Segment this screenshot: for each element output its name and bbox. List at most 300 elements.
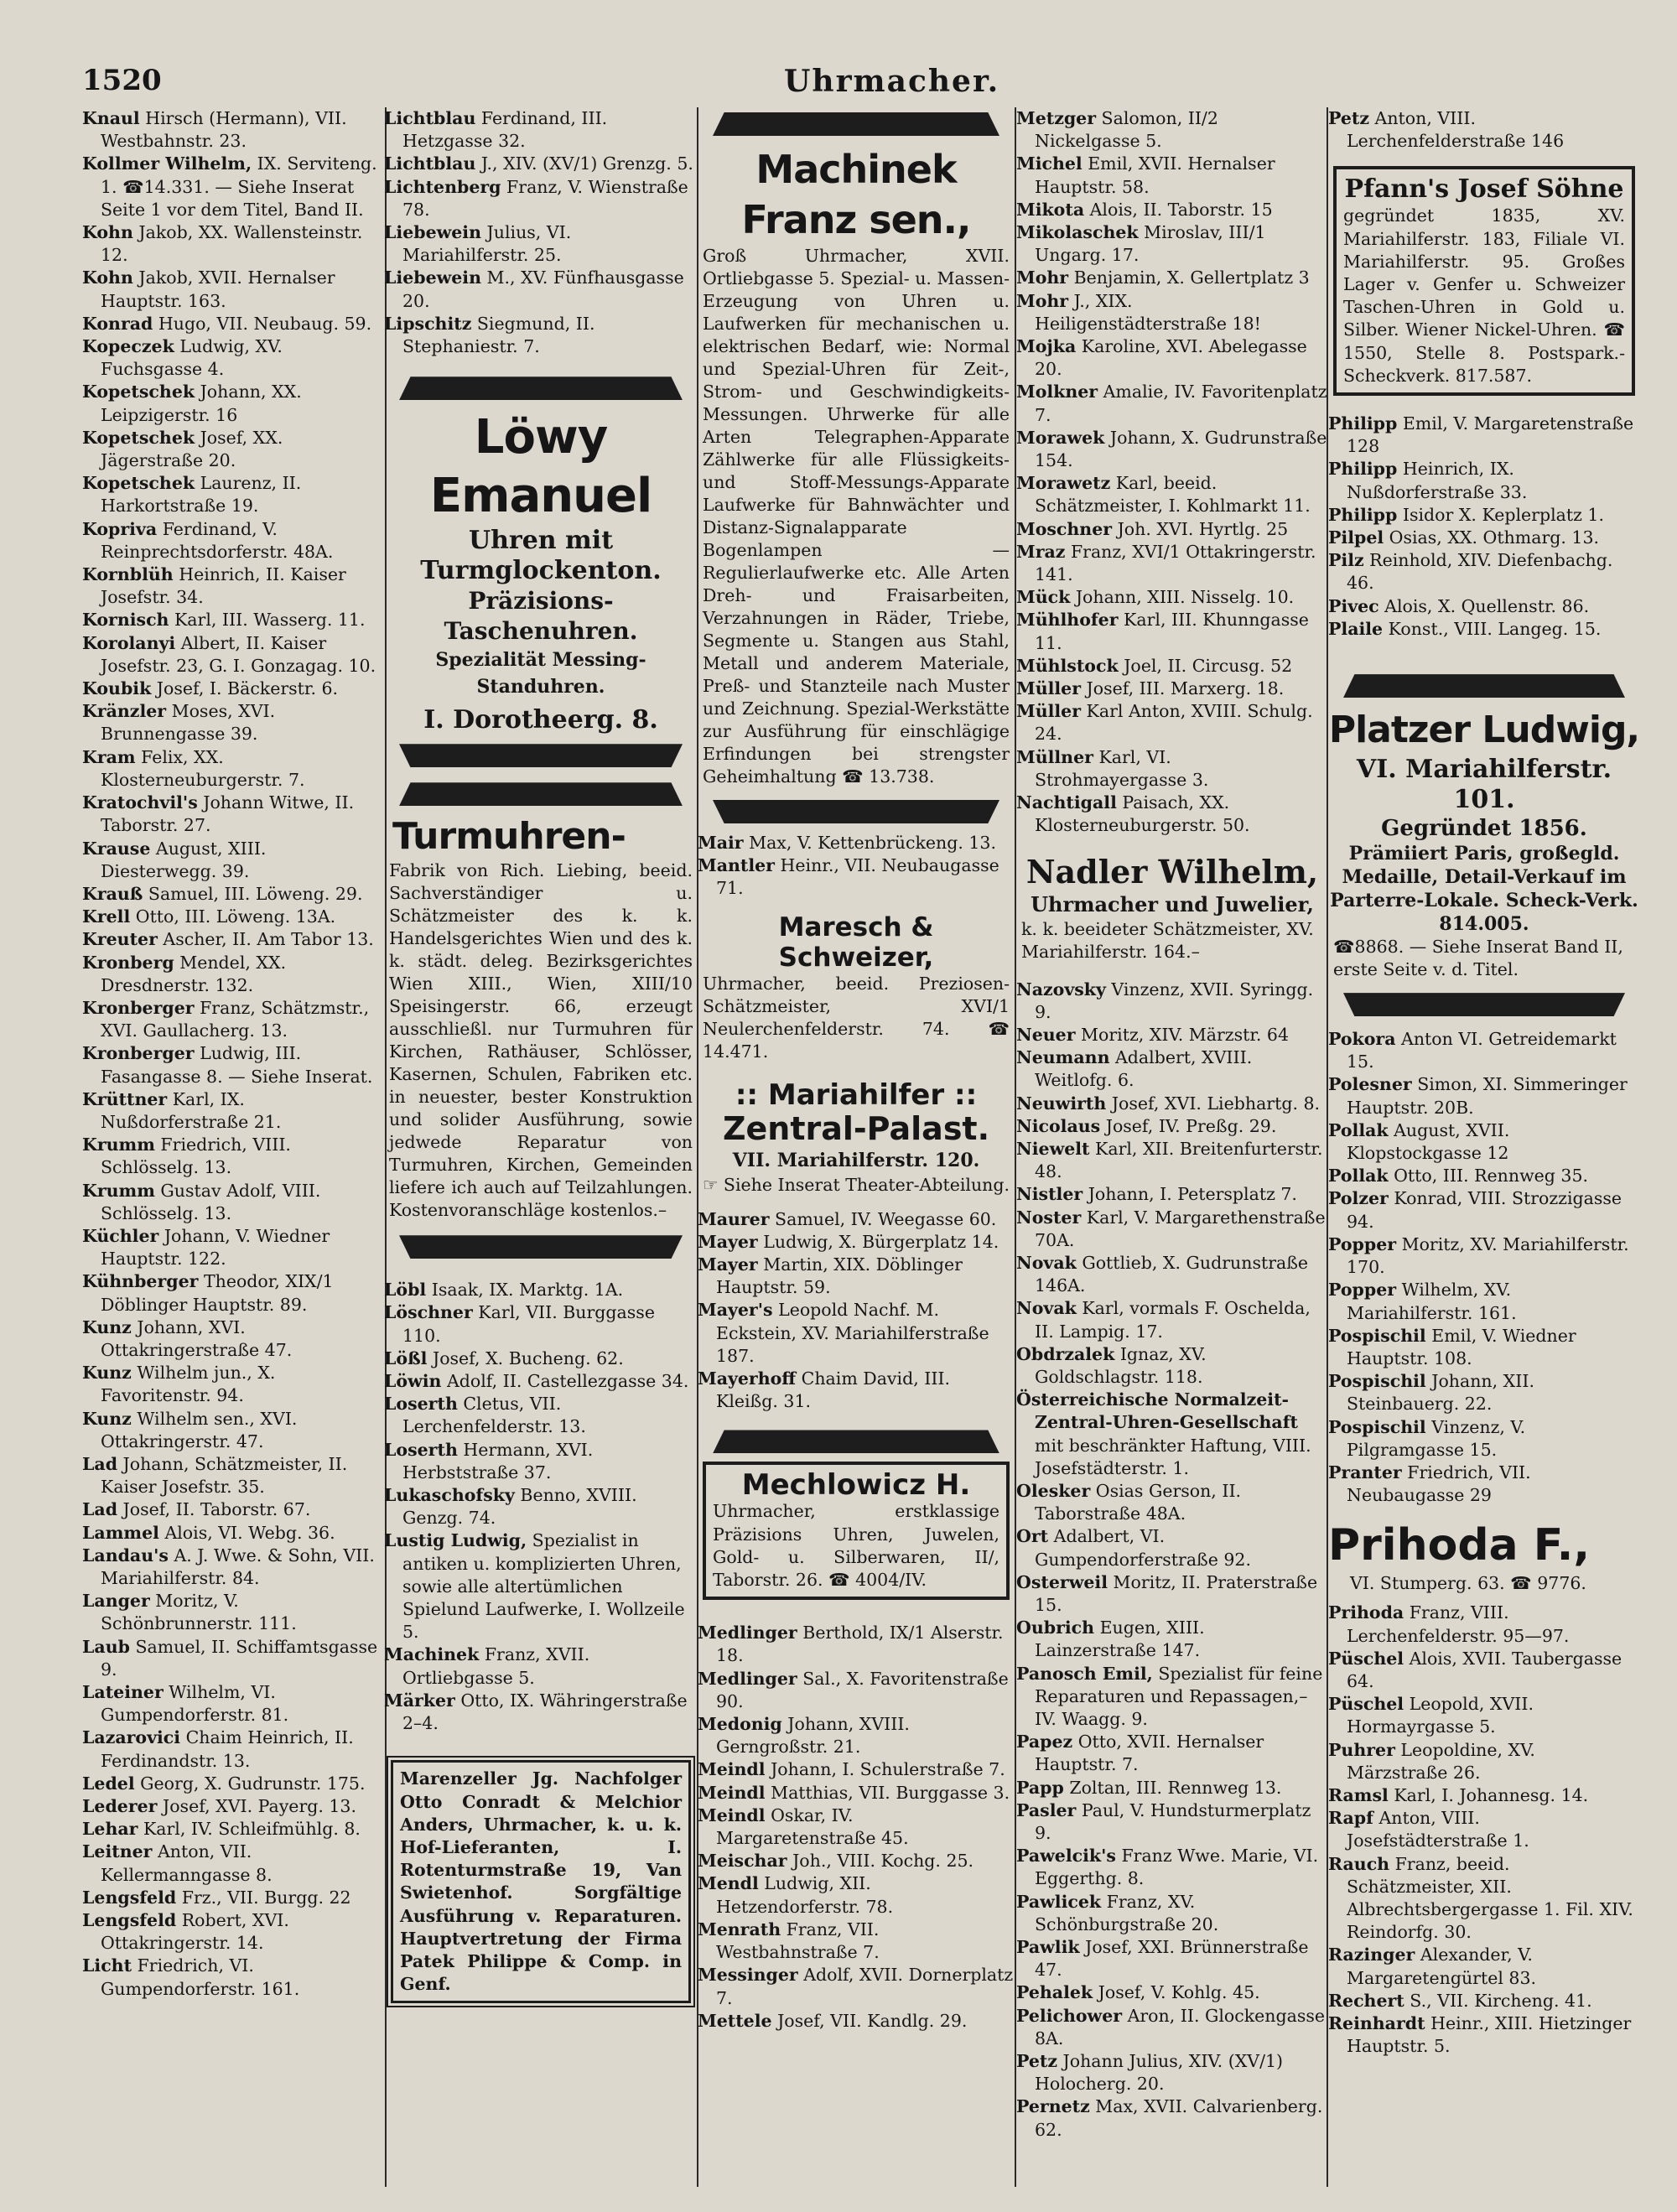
page-title: Uhrmacher. [784, 64, 1000, 99]
directory-entry [82, 1773, 386, 1795]
entry-name: Kunz [82, 1408, 132, 1429]
entry-address: August, XVII. Klopstockgasse 12 [1347, 1119, 1510, 1164]
directory-entry [1016, 1093, 1328, 1115]
directory-entry [1016, 381, 1328, 426]
entry-address: Johann, XII. Steinbauerg. 22. [1347, 1371, 1534, 1415]
entry-name: Maurer [698, 1208, 770, 1229]
entry-name: Philipp [1328, 459, 1398, 480]
entry-address: Julius, VI. Mariahilferstr. 25. [402, 222, 572, 266]
directory-entry [1328, 1990, 1640, 2012]
ad-platzer-line2: Prämiiert Paris, großegld. Medaille, Detail-Verkauf im Parterre-Lokale. Scheck-Verk. 814.005. [1330, 843, 1638, 936]
directory-entry [1016, 199, 1328, 221]
entry-address: Joel, II. Circusg. 52 [1118, 655, 1293, 676]
entry-address: Gustav Adolf, VIII. Schlösselg. 13. [101, 1180, 321, 1223]
entry-name: Liebewein [384, 222, 482, 243]
ad-rule [1343, 993, 1625, 1016]
directory-entry [384, 1301, 698, 1347]
directory-entry [1016, 1891, 1328, 1936]
entry-name: Meischar [698, 1851, 787, 1872]
entry-name: Mikota [1016, 199, 1085, 220]
entry-name: Pivec [1328, 595, 1379, 616]
entry-name: Kratochvil's [82, 792, 198, 813]
entry-name: Machinek [384, 1644, 480, 1665]
directory-entry [1016, 107, 1328, 153]
entry-address: Jakob, XVII. Hernalser Hauptstr. 163. [101, 267, 335, 311]
entry-name: Lößl [384, 1347, 428, 1368]
entry-address: Joh., VIII. Kochg. 25. [787, 1851, 974, 1872]
entry-name: Krüttner [82, 1088, 168, 1109]
entry-address: Miroslav, III/1 Ungarg. 17. [1035, 222, 1266, 266]
entry-address: Adalbert, VI. Gumpendorferstraße 92. [1035, 1526, 1251, 1570]
ad-maresch [698, 912, 1015, 1063]
ad-platzer-name: Platzer Ludwig, [1328, 709, 1640, 752]
directory-entry [698, 1668, 1015, 1713]
entry-address: Ludwig, III. Fasangasse 8. — Siehe Inserat. [101, 1043, 373, 1087]
entry-address: Ludwig, XV. Fuchsgasse 4. [101, 336, 283, 380]
entry-name: Molkner [1016, 382, 1098, 402]
directory-entry [1328, 504, 1640, 527]
directory-entry [1016, 267, 1328, 289]
directory-entry [82, 1180, 386, 1225]
entry-address: Hugo, VII. Neubaug. 59. [153, 313, 372, 334]
entry-address: Johann, XX. Leipzigerstr. 16 [101, 382, 302, 425]
directory-entry [1328, 1462, 1640, 1507]
directory-entry [82, 1498, 386, 1521]
ad-mariahilfer-line3: VII. Mariahilferstr. 120. [732, 1149, 980, 1171]
directory-entry [82, 1088, 386, 1134]
entry-name: Kreuter [82, 929, 158, 950]
entry-address: Josef, VII. Kandlg. 29. [771, 2010, 968, 2031]
entry-address: Robert, XVI. Ottakringerstr. 14. [101, 1910, 289, 1954]
entry-name: Lustig Ludwig, [384, 1530, 527, 1551]
directory-entry [82, 700, 386, 745]
entry-name: Mayer [698, 1231, 758, 1252]
directory-entry [82, 427, 386, 472]
entry-name: Petz [1016, 2051, 1058, 2072]
ad-rule [399, 744, 683, 767]
entry-address: J., XIV. (XV/1) Grenzg. 5. [475, 153, 693, 174]
entry-name: Märker [384, 1690, 455, 1711]
directory-entry [1016, 153, 1328, 198]
directory-entry [698, 1872, 1015, 1918]
ad-rule [713, 800, 999, 823]
entry-name: Pospischil [1328, 1325, 1426, 1346]
entry-name: Lipschitz [384, 313, 472, 334]
entry-name: Nistler [1016, 1184, 1083, 1205]
entry-name: Mair [698, 833, 744, 853]
entry-address: Wilhelm, XV. Mariahilferstr. 161. [1347, 1280, 1517, 1323]
entry-name: Löschner [384, 1302, 473, 1323]
directory-entry [698, 1713, 1015, 1758]
entry-address: Reinhold, XIV. Diefenbachg. 46. [1347, 550, 1613, 594]
entry-name: Mendl [698, 1873, 759, 1894]
entry-address: Laurenz, II. Harkortstraße 19. [101, 473, 302, 517]
ad-platzer [1328, 706, 1640, 981]
entry-address: Adolf, II. Castellezgasse 34. [441, 1371, 689, 1392]
entry-address: Karl, III. Khunngasse 11. [1035, 610, 1309, 653]
entry-address: Moritz, XIV. Märzstr. 64 [1075, 1024, 1289, 1045]
directory-entry [698, 1964, 1015, 2009]
entry-name: Kornblüh [82, 564, 174, 585]
ad-mariahilfer-line1: :: Mariahilfer :: [735, 1077, 978, 1112]
directory-entry [1016, 335, 1328, 381]
entry-address: Ferdinand, V. Reinprechtsdorferstr. 48A. [101, 518, 334, 562]
directory-entry [1016, 2050, 1328, 2095]
directory-entry [698, 1804, 1015, 1850]
entry-address: Alois, XVII. Taubergasse 64. [1347, 1648, 1622, 1691]
ad-machinek [698, 144, 1015, 788]
entry-name: Püschel [1328, 1694, 1404, 1715]
entry-address: Karl, XII. Breitenfurterstr. 48. [1035, 1138, 1323, 1182]
directory-entry [1016, 1981, 1328, 2004]
entry-name: Popper [1328, 1233, 1397, 1254]
directory-entry [82, 1522, 386, 1545]
entry-name: Kränzler [82, 701, 167, 722]
entry-address: Vinzenz, XVII. Syringg. 9. [1035, 979, 1314, 1022]
entry-address: Leopold Nachf. M. Eckstein, XV. Mariahilferstraße 187. [716, 1300, 989, 1366]
entry-address: J., XIX. Heiligenstädterstraße 18! [1035, 290, 1261, 334]
directory-entry [82, 1818, 386, 1841]
directory-entry [82, 1795, 386, 1818]
entry-address: Leopold, XVII. Hormayrgasse 5. [1347, 1694, 1534, 1737]
entry-name: Mayerhoff [698, 1368, 797, 1389]
entry-name: Menrath [698, 1919, 781, 1939]
directory-entry [1328, 1165, 1640, 1187]
directory-entry [384, 176, 698, 221]
entry-address: Eugen, XIII. Lainzerstraße 147. [1035, 1617, 1205, 1661]
directory-entry [1016, 1777, 1328, 1799]
entry-name: Österreichische Normalzeit-Zentral-Uhren-Gesellschaft [1016, 1389, 1299, 1433]
entry-list [1328, 413, 1640, 641]
entry-name: Pospischil [1328, 1416, 1426, 1437]
entry-address: Karl, VI. Strohmayergasse 3. [1035, 746, 1209, 790]
entry-address: Karl, VII. Burggasse 110. [402, 1302, 655, 1346]
entry-address: Moses, XVI. Brunnengasse 39. [101, 701, 276, 745]
directory-entry [1016, 541, 1328, 586]
ad-platzer-line3: ☎8868. — Siehe Inserat Band II, erste Seite v. d. Titel. [1333, 937, 1623, 980]
ad-rule [399, 782, 683, 806]
directory-entry [1016, 586, 1328, 609]
entry-address: Adalbert, XVIII. Weitlofg. 6. [1035, 1047, 1253, 1091]
directory-entry [1328, 1648, 1640, 1693]
entry-name: Kronberger [82, 997, 195, 1018]
directory-entry [1328, 1944, 1640, 1989]
entry-name: Pawlik [1016, 1937, 1080, 1958]
directory-entry [1328, 1739, 1640, 1784]
entry-address: Johann Julius, XIV. (XV/1) Holocherg. 20. [1035, 2051, 1284, 2095]
entry-name: Küchler [82, 1225, 159, 1246]
directory-entry [698, 1208, 1015, 1231]
directory-entry [384, 107, 698, 153]
entry-address: Max, XVII. Calvarienberg. 62. [1035, 2096, 1323, 2140]
directory-entry [82, 1453, 386, 1498]
entry-address: Berthold, IX/1 Alserstr. 18. [716, 1623, 1004, 1666]
entry-address: Emil, XVII. Hernalser Hauptstr. 58. [1035, 153, 1275, 197]
entry-address: Johann, XVIII. Gerngroßstr. 21. [716, 1714, 910, 1758]
directory-entry [1328, 1119, 1640, 1165]
directory-entry [82, 1909, 386, 1955]
ad-platzer-addr: VI. Mariahilferstr. 101. [1356, 755, 1612, 815]
directory-entry [1016, 609, 1328, 654]
entry-address: Franz, Schätzmstr., XVI. Gaullacherg. 13. [101, 997, 370, 1041]
directory-entry [1328, 1370, 1640, 1415]
entry-name: Krause [82, 838, 151, 859]
page-number: 1520 [82, 64, 162, 97]
directory-entry [82, 267, 386, 312]
directory-entry [1016, 1525, 1328, 1571]
entry-name: Kornisch [82, 610, 169, 631]
ad-rule [399, 376, 683, 400]
entry-name: Lad [82, 1499, 118, 1520]
directory-entry [1016, 792, 1328, 837]
entry-name: Medonig [698, 1714, 782, 1735]
entry-name: Knaul [82, 108, 140, 128]
entry-address: Vinzenz, V. Pilgramgasse 15. [1347, 1416, 1526, 1460]
entry-address: Heinrich, II. Kaiser Josefstr. 34. [101, 564, 346, 608]
directory-entry [82, 153, 386, 221]
directory-entry [1016, 1207, 1328, 1252]
entry-name: Krumm [82, 1180, 155, 1201]
directory-entry [698, 1299, 1015, 1368]
entry-address: Johann, XIII. Nisselg. 10. [1070, 587, 1295, 608]
entry-list [698, 1622, 1015, 2033]
directory-entry [1328, 1693, 1640, 1738]
entry-address: Anton VI. Getreidemarkt 15. [1347, 1029, 1617, 1072]
entry-address: Ignaz, XV. Goldschlagstr. 118. [1035, 1343, 1207, 1387]
directory-entry [1016, 979, 1328, 1024]
entry-address: Leopoldine, XV. Märzstraße 26. [1347, 1739, 1535, 1783]
entry-name: Loserth [384, 1439, 458, 1460]
entry-name: Lazarovici [82, 1727, 181, 1748]
directory-entry [1328, 549, 1640, 595]
column-3 [698, 107, 1015, 2187]
entry-name: Pawelcik's [1016, 1846, 1116, 1867]
entry-name: Pranter [1328, 1462, 1402, 1482]
entry-address: Josef, XXI. Brünnerstraße 47. [1035, 1937, 1309, 1981]
entry-name: Laub [82, 1636, 130, 1657]
ad-rule [399, 1235, 683, 1259]
entry-address: Zoltan, III. Rennweg 13. [1063, 1777, 1282, 1798]
entry-address: Karl, IV. Schleifmühlg. 8. [138, 1819, 361, 1840]
entry-name: Meindl [698, 1782, 766, 1803]
entry-address: August, XIII. Diesterwegg. 39. [101, 838, 267, 881]
entry-address: Chaim David, III. Kleißg. 31. [716, 1368, 951, 1412]
entry-name: Plaile [1328, 618, 1384, 639]
entry-address: Cletus, VII. Lerchenfelderstr. 13. [402, 1394, 586, 1437]
entry-name: Lederer [82, 1796, 158, 1817]
entry-name: Michel [1016, 153, 1083, 174]
entry-name: Müller [1016, 678, 1082, 699]
entry-address: Moritz, XV. Mariahilferstr. 170. [1347, 1233, 1629, 1278]
entry-name: Ramsl [1328, 1784, 1389, 1805]
entry-name: Mühlstock [1016, 655, 1119, 676]
ad-nadler-body: k. k. beeideter Schätzmeister, XV. Mariahilferstr. 164.– [1021, 918, 1314, 962]
ad-pfann-name: Pfann's Josef Söhne [1344, 174, 1624, 205]
ad-marenzeller [391, 1760, 691, 2003]
directory-entry [82, 1727, 386, 1772]
entry-address: Felix, XX. Klosterneuburgerstr. 7. [101, 746, 305, 790]
entry-name: Rapf [1328, 1808, 1373, 1829]
directory-entry [1328, 1325, 1640, 1370]
entry-name: Metzger [1016, 108, 1097, 128]
directory-entry [1016, 1936, 1328, 1981]
ad-maresch-name: Maresch & Schweizer, [778, 911, 934, 973]
entry-address: Johann, V. Wiedner Hauptstr. 122. [101, 1225, 330, 1270]
entry-address: Paisach, XX. Klosterneuburgerstr. 50. [1035, 792, 1250, 836]
entry-name: Mück [1016, 587, 1071, 608]
entry-name: Nazovsky [1016, 979, 1106, 1000]
entry-name: Obdrzalek [1016, 1343, 1115, 1364]
ad-loewy-line2: Präzisions-Taschenuhren. [444, 587, 638, 646]
entry-address: Heinr., XIII. Hietzinger Hauptstr. 5. [1347, 2012, 1632, 2057]
directory-entry [1328, 2012, 1640, 2058]
ad-mariahilfer [698, 1077, 1015, 1197]
entry-address: Salomon, II/2 Nickelgasse 5. [1035, 108, 1218, 152]
entry-address: Isidor X. Keplerplatz 1. [1397, 504, 1604, 525]
entry-name: Neuer [1016, 1024, 1076, 1045]
entry-address: Heinr., VII. Neubaugasse 71. [716, 855, 999, 899]
entry-address: Josef, XVI. Liebhartg. 8. [1106, 1093, 1321, 1114]
ad-nadler-line1: Uhrmacher und Juwelier, [1031, 891, 1314, 916]
entry-name: Kohn [82, 267, 133, 288]
entry-address: Chaim Heinrich, II. Ferdinandstr. 13. [101, 1727, 354, 1771]
entry-address: Anton, VIII. Lerchenfelderstraße 146 [1347, 108, 1565, 152]
ad-rule [1343, 674, 1625, 698]
entry-address: Paul, V. Hundsturmerplatz 9. [1035, 1799, 1311, 1844]
entry-address: Anton, VIII. Josefstädterstraße 1. [1347, 1808, 1529, 1851]
directory-entry [1328, 618, 1640, 641]
directory-entry [82, 1316, 386, 1362]
directory-entry [1328, 1187, 1640, 1233]
entry-address: Samuel, III. Löweng. 29. [143, 883, 363, 904]
column-4 [1016, 107, 1328, 2187]
entry-address: Matthias, VII. Burggasse 3. [765, 1782, 1010, 1803]
directory-entry [384, 1529, 698, 1643]
directory-entry [384, 1279, 698, 1301]
directory-entry [1016, 1024, 1328, 1046]
entry-name: Lichtblau [384, 153, 476, 174]
entry-name: Landau's [82, 1545, 169, 1566]
directory-entry [1328, 527, 1640, 549]
directory-entry [1016, 1845, 1328, 1890]
ad-nadler [1016, 853, 1328, 963]
entry-address: Samuel, II. Schiffamtsgasse 9. [101, 1636, 378, 1680]
entry-address: Franz, beeid. Schätzmeister, XII. Albrechtsbergergasse 1. Fil. XIV. Reindorfg. 30. [1347, 1853, 1633, 1943]
entry-address: Wilhelm jun., X. Favoritenstr. 94. [101, 1363, 276, 1406]
directory-entry [82, 107, 386, 153]
entry-name: Panosch Emil, [1016, 1663, 1153, 1684]
directory-entry [1016, 1046, 1328, 1092]
entry-address: Otto, III. Rennweg 35. [1388, 1166, 1589, 1186]
entry-name: Kollmer Wilhelm, [82, 153, 252, 174]
entry-list [1016, 107, 1328, 838]
directory-entry [384, 313, 698, 358]
directory-entry [384, 1690, 698, 1735]
directory-entry [82, 928, 386, 951]
entry-list [82, 107, 386, 2001]
ad-turmuhren-body: Fabrik von Rich. Liebing, beeid. Sachverständiger u. Schätzmeister des k. k. Handelsgerichtes Wien und des k. k. städt. deleg. Bezirksgerichtes Wien XIII., Wien, XIII/10 Speisingerstr. 66, erzeugt ausschließl. nur Turmuhren für Kirchen, Rathäuser, Schlösser, Kasernen, Schulen, Fabriken etc. in neuester, bester Konstruktion und solider Ausführung, sowie jedwede Reparatur von Turmuhren, Kirchen, Gemeinden liefere ich auch auf Teilzahlungen. Kostenvoranschläge kostenlos.– [389, 860, 693, 1221]
entry-name: Mohr [1016, 290, 1069, 311]
entry-address: Friedrich, VIII. Schlösselg. 13. [101, 1135, 291, 1178]
entry-address: Hermann, XVI. Herbststraße 37. [402, 1439, 594, 1482]
directory-entry [82, 997, 386, 1042]
entry-list [698, 832, 1015, 901]
entry-name: Mayer [698, 1254, 758, 1275]
entry-address: Wilhelm sen., XVI. Ottakringerstr. 47. [101, 1408, 298, 1451]
entry-address: Ludwig, XII. Hetzendorferstr. 78. [716, 1873, 894, 1917]
entry-address: Franz, V. Wienstraße 78. [402, 176, 688, 220]
entry-address: S., VII. Kircheng. 41. [1404, 1990, 1592, 2011]
directory-entry [1328, 595, 1640, 618]
entry-name: Konrad [82, 313, 153, 334]
directory-entry [1016, 1389, 1328, 1480]
entry-name: Pasler [1016, 1799, 1077, 1820]
directory-entry [384, 1393, 698, 1438]
entry-address: Wilhelm, VI. Gumpendorferstr. 81. [101, 1682, 289, 1726]
directory-entry [82, 792, 386, 837]
directory-entry [1016, 1799, 1328, 1845]
entry-address: Karl, IX. Nußdorferstraße 21. [101, 1088, 282, 1132]
directory-entry [1016, 1183, 1328, 1206]
entry-address: Alois, II. Taborstr. 15 [1084, 199, 1273, 220]
entry-address: Samuel, IV. Weegasse 60. [769, 1208, 997, 1229]
directory-entry [384, 1347, 698, 1370]
ad-nadler-name: Nadler Wilhelm, [1025, 852, 1319, 891]
directory-entry [82, 632, 386, 678]
entry-address: Johann, XVI. Ottakringerstraße 47. [101, 1316, 293, 1360]
entry-address: Otto, XVII. Hernalser Hauptstr. 7. [1035, 1732, 1264, 1775]
entry-name: Osterweil [1016, 1571, 1108, 1592]
entry-address: M., XV. Fünfhausgasse 20. [402, 267, 684, 311]
entry-list [1328, 1602, 1640, 2058]
entry-list [698, 1208, 1015, 1414]
entry-address: Friedrich, VI. Gumpendorferstr. 161. [101, 1955, 300, 1999]
directory-entry [698, 1850, 1015, 1872]
entry-name: Kopetschek [82, 382, 195, 402]
entry-address: Osias Gerson, II. Taborstraße 48A. [1035, 1480, 1242, 1524]
entry-address: Josef, XVI. Payerg. 13. [157, 1796, 356, 1817]
entry-name: Pokora [1328, 1029, 1396, 1050]
entry-address: Simon, XI. Simmeringer Hauptstr. 20B. [1347, 1074, 1628, 1118]
entry-address: Moritz, V. Schönbrunnerstr. 111. [101, 1591, 297, 1634]
entry-name: Lengsfeld [82, 1910, 177, 1931]
directory-entry [82, 952, 386, 997]
directory-entry [82, 518, 386, 563]
entry-name: Licht [82, 1955, 132, 1976]
ad-loewy-name: Löwy Emanuel [429, 410, 652, 524]
directory-entry [1328, 1028, 1640, 1073]
entry-address: Heinrich, IX. Nußdorferstraße 33. [1347, 459, 1528, 502]
entry-address: Alois, X. Quellenstr. 86. [1378, 595, 1590, 616]
directory-entry [1016, 518, 1328, 541]
entry-name: Krumm [82, 1135, 155, 1155]
entry-address: Siegmund, II. Stephaniestr. 7. [402, 313, 595, 357]
entry-address: Martin, XIX. Döblinger Hauptstr. 59. [716, 1254, 963, 1298]
entry-name: Messinger [698, 1965, 798, 1986]
entry-name: Olesker [1016, 1480, 1091, 1501]
entry-name: Müller [1016, 701, 1082, 722]
entry-name: Lichtblau [384, 108, 476, 128]
directory-entry [698, 832, 1015, 854]
ad-loewy [384, 408, 698, 735]
entry-name: Nicolaus [1016, 1115, 1101, 1136]
entry-name: Rauch [1328, 1853, 1390, 1874]
entry-name: Lad [82, 1453, 118, 1474]
directory-entry [698, 1622, 1015, 1667]
entry-name: Leitner [82, 1841, 153, 1862]
entry-name: Kopetschek [82, 427, 195, 448]
directory-entry [82, 1590, 386, 1635]
